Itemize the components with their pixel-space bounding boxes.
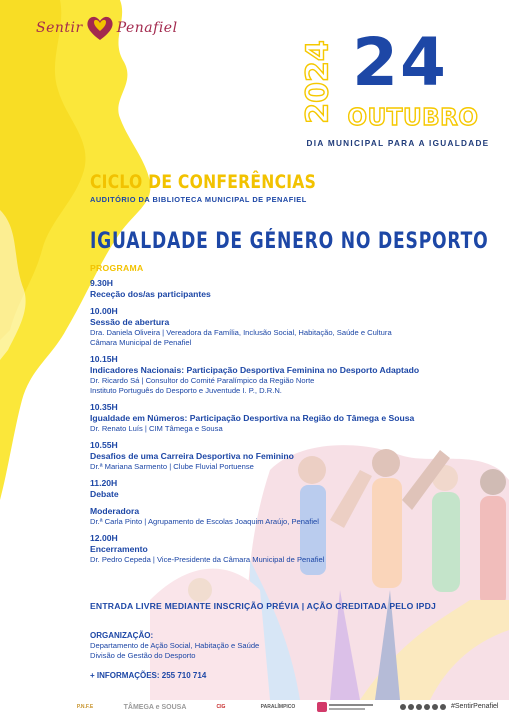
- logo-text-right: Penafiel: [116, 20, 178, 36]
- sentir-penafiel-logo: [36, 10, 178, 46]
- facebook-icon[interactable]: [400, 704, 406, 710]
- schedule-detail: Dr. Pedro Cepeda | Vice-Presidente da Câmara Municipal de Penafiel: [90, 555, 325, 564]
- schedule-time: 10.15H: [90, 354, 118, 364]
- schedule-detail: Dra. Daniela Oliveira | Vereadora da Família, Inclusão Social, Habitação, Saúde e Cultura: [90, 328, 392, 337]
- cycle-title: CICLO DE CONFERÊNCIAS: [90, 171, 317, 193]
- schedule-time: 10.35H: [90, 402, 118, 412]
- sponsor-logo: [62, 698, 108, 716]
- sponsor-name: TÂMEGA e SOUSA: [123, 703, 187, 711]
- schedule-item: [90, 354, 460, 396]
- program-schedule: [90, 278, 460, 571]
- event-month: OUTUBRO: [347, 105, 479, 131]
- organization-line: Departamento de Ação Social, Habitação e Saúde: [90, 641, 260, 650]
- schedule-title: Indicadores Nacionais: Participação Desportiva Feminina no Desporto Adaptado: [90, 365, 420, 375]
- schedule-title: Desafios de uma Carreira Desportiva no Feminino: [90, 451, 294, 461]
- organization-label: ORGANIZAÇÃO:: [90, 631, 154, 640]
- schedule-time: 10.55H: [90, 440, 118, 450]
- schedule-title: Sessão de abertura: [90, 317, 170, 327]
- schedule-time: 10.00H: [90, 306, 118, 316]
- sponsor-name: P.N.F.E: [76, 704, 94, 710]
- sponsor-name: PARALÍMPICO: [260, 704, 296, 710]
- schedule-item: [90, 278, 460, 300]
- schedule-detail: Dr.ª Mariana Sarmento | Clube Fluvial Portuense: [90, 462, 254, 471]
- schedule-title: Encerramento: [90, 544, 148, 554]
- schedule-item: [90, 533, 460, 565]
- schedule-title: Debate: [90, 489, 119, 499]
- schedule-detail: Dr. Ricardo Sá | Consultor do Comité Paralímpico da Região Norte: [90, 376, 315, 385]
- svg-text:2024: 2024: [301, 40, 335, 124]
- schedule-detail: Dr.ª Carla Pinto | Agrupamento de Escolas Joaquim Araújo, Penafiel: [90, 517, 319, 526]
- sponsor-logo: [208, 698, 234, 716]
- sponsor-name: CIG: [216, 704, 226, 710]
- schedule-time: 9.30H: [90, 278, 113, 288]
- sponsor-logo: [120, 698, 190, 716]
- event-day: 24: [352, 24, 448, 101]
- heart-icon: [85, 13, 115, 43]
- schedule-title: Igualdade em Números: Participação Desportiva na Região do Tâmega e Sousa: [90, 413, 415, 423]
- year-vertical: [301, 33, 335, 131]
- social-links: [400, 703, 498, 710]
- logo-text-left: Sentir: [36, 20, 83, 36]
- contact-info: + INFORMAÇÕES: 255 710 714: [90, 671, 207, 680]
- ipdj-logo-icon: [317, 700, 375, 714]
- schedule-title: Receção dos/as participantes: [90, 289, 211, 299]
- schedule-detail: Câmara Municipal de Penafiel: [90, 338, 192, 347]
- schedule-item: [90, 440, 460, 472]
- cycle-venue: AUDITÓRIO DA BIBLIOTECA MUNICIPAL DE PENAFIEL: [90, 195, 307, 204]
- sponsor-logo: [252, 698, 304, 716]
- schedule-item: [90, 478, 460, 500]
- organization-line: Divisão de Gestão do Desporto: [90, 651, 196, 660]
- event-caption: DIA MUNICIPAL PARA A IGUALDADE: [306, 139, 490, 148]
- x-icon[interactable]: [432, 704, 438, 710]
- hashtag: #SentirPenafiel: [451, 703, 499, 710]
- sponsor-logo: [316, 698, 376, 716]
- organization-block: [90, 631, 259, 661]
- schedule-detail: Dr. Renato Luís | CIM Tâmega e Sousa: [90, 424, 223, 433]
- program-label: PROGRAMA: [90, 263, 144, 273]
- linkedin-icon[interactable]: [424, 704, 430, 710]
- main-title: IGUALDADE DE GÉNERO NO DESPORTO: [90, 229, 489, 254]
- web-icon[interactable]: [440, 704, 446, 710]
- instagram-icon[interactable]: [408, 704, 414, 710]
- schedule-item: [90, 402, 460, 434]
- youtube-icon[interactable]: [416, 704, 422, 710]
- schedule-detail: Instituto Português do Desporto e Juventude I. P., D.R.N.: [90, 386, 282, 395]
- entry-note: ENTRADA LIVRE MEDIANTE INSCRIÇÃO PRÉVIA | AÇÃO CREDITADA PELO IPDJ: [90, 601, 437, 611]
- schedule-time: 12.00H: [90, 533, 118, 543]
- schedule-title: Moderadora: [90, 506, 140, 516]
- schedule-time: 11.20H: [90, 478, 118, 488]
- schedule-item: [90, 506, 460, 527]
- schedule-item: [90, 306, 460, 348]
